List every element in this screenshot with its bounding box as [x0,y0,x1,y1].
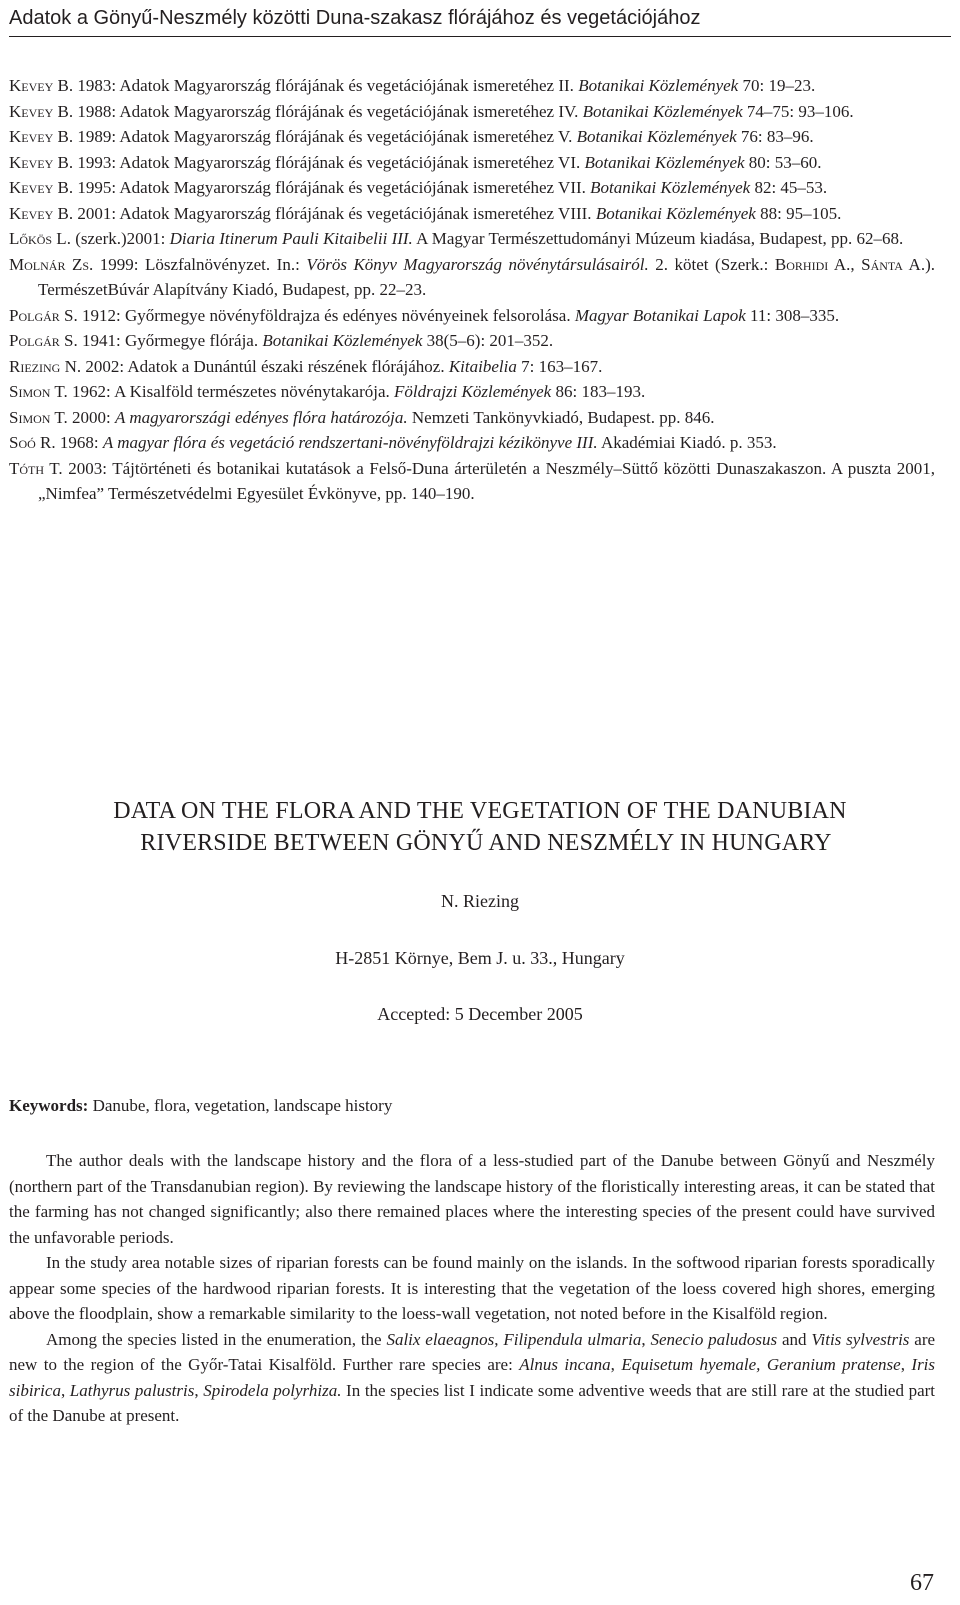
reference-text: 1968: [55,433,103,452]
abstract-paragraph: In the study area notable sizes of riparian forests can be found mainly on the islands. In the softwood riparian forests sporadically appear some species of the hardwood riparian forests. It is interesting that the vegetation of the loess covered high shores, emerging above the floodplain, show a remarkable similarity to the loess-wall vegetation, not noted before in the Kisalföld region. [9,1253,935,1323]
reference-item [9,303,935,329]
reference-text: 2003: Tájtörténeti és botanikai kutatások a Felső-Duna árterületén a Neszmély–Süttő közötti Dunaszakaszon. A puszta 2001, „Nimfea” Természetvédelmi Egyesület Évkönyve, pp. 140–190. [38,458,935,503]
reference-volume: Akadémiai Kiadó. p. 353. [597,433,777,452]
author-name: N. Riezing [441,891,519,911]
abstract [9,1148,935,1429]
reference-journal: Botanikai Közlemények [576,127,737,146]
reference-volume: A Magyar Természettudományi Múzeum kiadása, Budapest, pp. 62–68. [412,229,904,248]
reference-item [9,430,935,456]
reference-volume: 80: 53–60. [744,152,822,172]
reference-journal: Diaria Itinerum Pauli Kitaibelii III. [169,229,413,248]
page-number: 67 [910,1570,934,1596]
reference-item [9,405,935,431]
reference-journal: Botanikai Közlemények [584,152,745,172]
reference-volume: 2. kötet (Szerk.: [648,254,775,274]
reference-author: Molnár Zs. [9,254,94,274]
reference-editors: Borhidi A., Sánta A. [774,254,926,274]
species-name: Lathyrus palustris [69,1380,195,1400]
reference-author: Kevey B. [9,178,74,197]
reference-author: Polgár S. [9,331,78,350]
abstract-text: and [777,1329,812,1349]
reference-volume: 88: 95–105. [755,203,842,223]
reference-journal: Magyar Botanikai Lapok [574,305,746,325]
reference-author: Soó R. [9,433,56,452]
species-name: Iris sibirica [9,1355,936,1400]
reference-item [9,175,935,201]
reference-volume: 82: 45–53. [750,178,828,197]
reference-text: 1941: Győrmegye flórája. [77,331,263,350]
reference-journal: Botanikai Közlemények [582,101,743,121]
reference-volume: 11: 308–335. [745,305,840,325]
keywords-text: Danube, flora, vegetation, landscape history [88,1096,393,1115]
reference-item [9,150,935,176]
abstract-text: Among the species listed in the enumeration, the [46,1329,387,1349]
running-head: Adatok a Gönyű-Neszmély közötti Duna-szakasz flórájához és vegetációjához [9,4,951,37]
reference-item [9,124,935,150]
reference-author: Kevey B. [9,127,74,146]
reference-text: 1993: Adatok Magyarország flórájának és vegetációjának ismeretéhez VI. [73,152,585,172]
reference-item [9,99,935,125]
english-title [0,795,960,859]
reference-volume: 86: 183–193. [551,382,646,401]
abstract-text: , [494,1329,504,1349]
reference-author: Polgár S. [9,305,78,325]
abstract-text: are new to the region of the Győr-Tatai Kisalföld. Further rare species are: [9,1329,936,1374]
abstract-text: , [641,1329,651,1349]
reference-author: Kevey B. [9,152,74,172]
reference-author: Kevey B. [9,76,74,95]
reference-list [9,73,935,507]
species-name: Alnus incana [519,1355,611,1374]
abstract-text: , [60,1380,70,1400]
reference-author: Simon T. [9,382,68,401]
reference-journal: Vörös Könyv Magyarország növénytársulásairól. [306,254,649,274]
reference-journal: Földrajzi Közlemények [394,382,552,401]
reference-volume: 76: 83–96. [736,127,814,146]
reference-author: Kevey B. [9,203,74,223]
reference-volume: Nemzeti Tankönyvkiadó, Budapest. pp. 846. [407,407,715,427]
reference-text: (szerk.)2001: [70,229,170,248]
reference-text: 1999: Löszfalnövényzet. In.: [93,254,307,274]
reference-text: 1995: Adatok Magyarország flórájának és vegetációjának ismeretéhez VII. [73,178,591,197]
author-address: H-2851 Környe, Bem J. u. 33., Hungary [335,948,625,968]
reference-volume: 70: 19–23. [738,76,816,95]
reference-volume: 38(5–6): 201–352. [422,331,554,350]
species-name: Equisetum hyemale, Geranium pratense [621,1355,901,1374]
reference-item [9,379,935,405]
reference-volume: 74–75: 93–106. [742,101,854,121]
reference-author: Lőkös L. [9,229,71,248]
abstract-text: , [900,1355,912,1374]
abstract-paragraph [9,1327,935,1429]
reference-author: Tóth T. [9,458,63,478]
reference-journal: A magyar flóra és vegetáció rendszertani-növényföldrajzi kézikönyve III. [102,433,598,452]
abstract-paragraph: The author deals with the landscape history and the flora of a less-studied part of the Danube between Gönyű and Neszmély (northern part of the Transdanubian region). By reviewing the landscape history of the floristically interesting areas, it can be stated that the farming has not changed significantly; also there remained places where the interesting species of the present could have survived the unfavorable periods. [9,1151,935,1247]
reference-item [9,201,935,227]
reference-author: Riezing N. [9,356,82,376]
reference-journal: Botanikai Közlemények [590,178,751,197]
reference-item [9,252,935,303]
species-name: Filipendula ulmaria [503,1329,642,1349]
reference-text: 1912: Győrmegye növényföldrajza és edényes növényeinek felsorolása. [77,305,575,325]
reference-volume: 7: 163–167. [516,356,603,376]
reference-journal: Botanikai Közlemények [578,76,739,95]
reference-journal: Botanikai Közlemények [262,331,423,350]
species-name: Salix elaeagnos [386,1329,495,1349]
reference-item [9,73,935,99]
keywords-label: Keywords: [9,1096,89,1115]
species-name: Senecio paludosus [650,1329,778,1349]
reference-item [9,226,935,252]
english-title-line-1: DATA ON THE FLORA AND THE VEGETATION OF THE DANUBIAN [113,798,847,824]
reference-item [9,456,935,507]
reference-text: 1989: Adatok Magyarország flórájának és vegetációjának ismeretéhez V. [73,127,577,146]
reference-journal: Botanikai Közlemények [595,203,756,223]
reference-text: 1983: Adatok Magyarország flórájának és vegetációjának ismeretéhez II. [73,76,579,95]
abstract-text: , [610,1355,622,1374]
reference-text: 1962: A Kisalföld természetes növénytakarója. [67,382,395,401]
reference-text: 2002: Adatok a Dunántúl északi részének flórájához. [81,356,449,376]
species-name: Vitis sylvestris [811,1329,910,1349]
reference-author: Simon T. [9,407,68,427]
reference-text: 1988: Adatok Magyarország flórájának és vegetációjának ismeretéhez IV. [73,101,583,121]
reference-publisher: ). TermészetBúvár Alapítvány Kiadó, Budapest, pp. 22–23. [38,254,935,299]
abstract-text: , [194,1380,204,1400]
reference-item [9,328,935,354]
reference-item [9,354,935,380]
abstract-text: In the species list I indicate some adventive weeds that are still rare at the studied part of the Danube at present. [9,1380,935,1425]
english-title-line-2: RIVERSIDE BETWEEN GÖNYŰ AND NESZMÉLY IN HUNGARY [140,830,832,856]
reference-journal: Kitaibelia [448,356,517,376]
reference-author: Kevey B. [9,101,74,121]
reference-text: 2001: Adatok Magyarország flórájának és vegetációjának ismeretéhez VIII. [73,203,596,223]
reference-journal: A magyarországi edényes flóra határozója. [115,407,408,427]
keywords [9,1096,392,1116]
reference-text: 2000: [67,407,116,427]
species-name: Spirodela polyrhiza. [203,1380,342,1400]
accepted-date: Accepted: 5 December 2005 [377,1004,583,1024]
